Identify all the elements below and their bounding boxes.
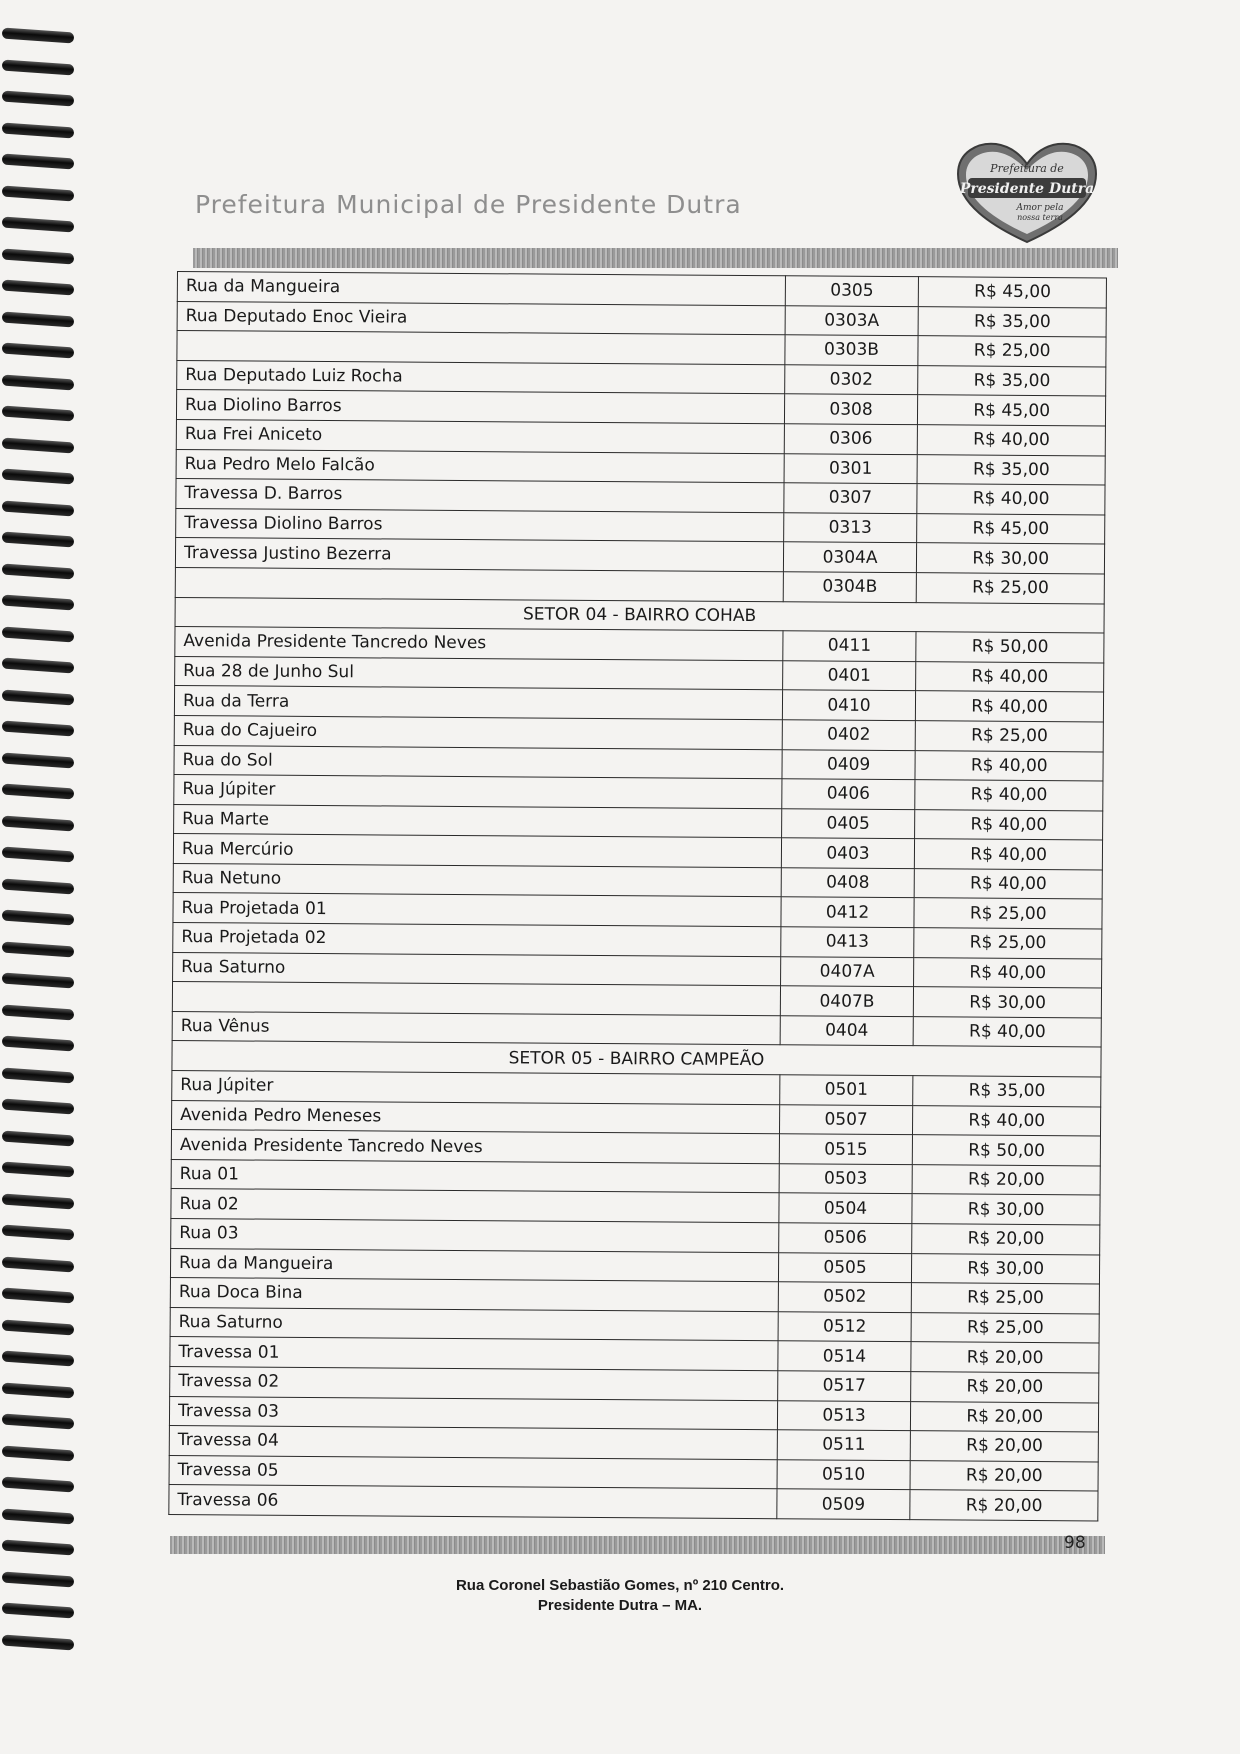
sector-code-cell: 0303A	[785, 305, 919, 336]
price-cell: R$ 25,00	[914, 898, 1102, 929]
street-name-cell: Avenida Presidente Tancredo Neves	[171, 1130, 779, 1164]
header-gray-band	[193, 248, 1118, 268]
street-name-cell: Rua da Mangueira	[177, 272, 785, 306]
spiral-binding	[0, 30, 80, 1670]
price-cell: R$ 45,00	[918, 395, 1106, 426]
street-name-cell: Rua Netuno	[173, 863, 781, 897]
binding-coil	[2, 1193, 75, 1209]
binding-coil	[2, 437, 75, 453]
price-cell: R$ 20,00	[912, 1164, 1100, 1195]
street-price-table-body	[169, 272, 1107, 1521]
price-cell: R$ 20,00	[910, 1490, 1098, 1521]
sector-code-cell: 0308	[784, 394, 918, 425]
sector-code-cell: 0410	[782, 690, 916, 721]
sector-code-cell: 0401	[782, 660, 916, 691]
price-cell: R$ 40,00	[916, 691, 1104, 722]
binding-coil	[2, 1540, 75, 1556]
street-name-cell: Travessa 02	[170, 1366, 778, 1400]
price-cell: R$ 20,00	[911, 1372, 1099, 1403]
street-name-cell: Rua Doca Bina	[170, 1278, 778, 1312]
table-row	[169, 1485, 1098, 1521]
price-cell: R$ 30,00	[912, 1253, 1100, 1284]
binding-coil	[2, 28, 75, 44]
binding-coil	[2, 689, 75, 705]
sector-code-cell: 0304B	[783, 572, 917, 603]
binding-coil	[2, 91, 75, 107]
binding-coil	[2, 1445, 75, 1461]
sector-code-cell: 0412	[781, 897, 915, 928]
price-cell: R$ 40,00	[915, 869, 1103, 900]
price-cell: R$ 40,00	[914, 957, 1102, 988]
sector-code-cell: 0514	[778, 1341, 912, 1372]
binding-coil	[2, 59, 75, 75]
logo-text-line3: Amor pela	[1016, 203, 1064, 213]
sector-header-label: SETOR 04 - BAIRRO COHAB	[175, 597, 1104, 633]
binding-coil	[2, 1477, 75, 1493]
binding-coil	[2, 500, 75, 516]
street-name-cell: Rua Diolino Barros	[176, 390, 784, 424]
street-name-cell: Travessa 05	[169, 1455, 777, 1489]
price-cell: R$ 25,00	[916, 721, 1104, 752]
logo-text-line4: nossa terra	[1017, 213, 1063, 222]
street-name-cell: Rua 28 de Junho Sul	[175, 656, 783, 690]
prefeitura-logo	[952, 138, 1102, 248]
binding-coil	[2, 154, 75, 170]
binding-coil	[2, 910, 75, 926]
sector-code-cell: 0406	[781, 779, 915, 810]
sector-code-cell: 0517	[777, 1371, 911, 1402]
binding-coil	[2, 1414, 75, 1430]
binding-coil	[2, 122, 75, 138]
page-header-title: Prefeitura Municipal de Presidente Dutra	[195, 190, 742, 219]
sector-code-cell: 0301	[784, 453, 918, 484]
sector-code-cell: 0504	[779, 1193, 913, 1224]
price-cell: R$ 20,00	[911, 1342, 1099, 1373]
street-name-cell: Travessa 03	[169, 1396, 777, 1430]
street-name-cell: Rua da Terra	[174, 686, 782, 720]
binding-coil	[2, 217, 75, 233]
binding-coil	[2, 343, 75, 359]
street-name-cell: Rua Pedro Melo Falcão	[176, 449, 784, 483]
logo-text-line2: Presidente Dutra	[959, 181, 1095, 197]
price-cell: R$ 35,00	[913, 1076, 1101, 1107]
street-name-cell	[177, 331, 785, 365]
price-cell: R$ 25,00	[911, 1312, 1099, 1343]
street-name-cell: Rua Deputado Luiz Rocha	[177, 360, 785, 394]
binding-coil	[2, 280, 75, 296]
logo-text-line1: Prefeitura de	[990, 162, 1064, 175]
street-name-cell: Rua 02	[171, 1189, 779, 1223]
price-cell: R$ 50,00	[913, 1135, 1101, 1166]
price-cell: R$ 20,00	[911, 1431, 1099, 1462]
sector-code-cell: 0407A	[780, 956, 914, 987]
binding-coil	[2, 1004, 75, 1020]
sector-code-cell: 0407B	[780, 986, 914, 1017]
street-name-cell: Rua da Mangueira	[170, 1248, 778, 1282]
sector-code-cell: 0507	[779, 1104, 913, 1135]
price-cell: R$ 30,00	[912, 1194, 1100, 1225]
street-name-cell: Rua Deputado Enoc Vieira	[177, 301, 785, 335]
street-name-cell: Travessa 04	[169, 1426, 777, 1460]
street-name-cell: Rua do Cajueiro	[174, 715, 782, 749]
street-name-cell: Rua Marte	[174, 804, 782, 838]
street-name-cell: Travessa 01	[170, 1337, 778, 1371]
page-number: 98	[1064, 1533, 1086, 1553]
price-cell: R$ 20,00	[912, 1224, 1100, 1255]
binding-coil	[2, 1036, 75, 1052]
sector-code-cell: 0304A	[783, 542, 917, 573]
street-name-cell: Rua Vênus	[172, 1011, 780, 1045]
binding-coil	[2, 1162, 75, 1178]
binding-coil	[2, 784, 75, 800]
price-cell: R$ 25,00	[918, 336, 1106, 367]
binding-coil	[2, 185, 75, 201]
price-cell: R$ 45,00	[917, 513, 1105, 544]
sector-code-cell: 0512	[778, 1312, 912, 1343]
price-cell: R$ 40,00	[915, 780, 1103, 811]
binding-coil	[2, 721, 75, 737]
street-name-cell: Rua Projetada 01	[173, 893, 781, 927]
price-cell: R$ 40,00	[918, 425, 1106, 456]
sector-code-cell: 0303B	[785, 335, 919, 366]
binding-coil	[2, 406, 75, 422]
sector-header-label: SETOR 05 - BAIRRO CAMPEÃO	[172, 1041, 1101, 1077]
binding-coil	[2, 626, 75, 642]
sector-code-cell: 0405	[781, 808, 915, 839]
street-name-cell: Rua 01	[171, 1159, 779, 1193]
binding-coil	[2, 1382, 75, 1398]
binding-coil	[2, 469, 75, 485]
price-cell: R$ 40,00	[914, 1017, 1102, 1048]
binding-coil	[2, 1067, 75, 1083]
binding-coil	[2, 1508, 75, 1524]
sector-code-cell: 0402	[782, 720, 916, 751]
binding-coil	[2, 374, 75, 390]
street-name-cell: Avenida Pedro Meneses	[172, 1100, 780, 1134]
binding-coil	[2, 1634, 75, 1650]
street-name-cell: Rua Júpiter	[174, 775, 782, 809]
street-name-cell: Rua Júpiter	[172, 1071, 780, 1105]
price-cell: R$ 25,00	[912, 1283, 1100, 1314]
sector-code-cell: 0515	[779, 1134, 913, 1165]
sector-code-cell: 0506	[778, 1223, 912, 1254]
price-cell: R$ 20,00	[911, 1401, 1099, 1432]
binding-coil	[2, 1351, 75, 1367]
binding-coil	[2, 1288, 75, 1304]
binding-coil	[2, 248, 75, 264]
price-cell: R$ 40,00	[917, 484, 1105, 515]
binding-coil	[2, 311, 75, 327]
sector-code-cell: 0509	[776, 1489, 910, 1520]
sector-code-cell: 0404	[780, 1016, 914, 1047]
street-name-cell: Rua Mercúrio	[173, 834, 781, 868]
binding-coil	[2, 1319, 75, 1335]
sector-code-cell: 0409	[782, 749, 916, 780]
price-cell: R$ 40,00	[915, 839, 1103, 870]
binding-coil	[2, 815, 75, 831]
sector-code-cell: 0511	[777, 1430, 911, 1461]
binding-coil	[2, 563, 75, 579]
footer-address: Rua Coronel Sebastião Gomes, nº 210 Centro.	[455, 1577, 785, 1594]
binding-coil	[2, 1130, 75, 1146]
binding-coil	[2, 973, 75, 989]
street-name-cell: Travessa 06	[169, 1485, 777, 1519]
street-name-cell: Rua Projetada 02	[173, 923, 781, 957]
binding-coil	[2, 752, 75, 768]
price-cell: R$ 30,00	[914, 987, 1102, 1018]
price-cell: R$ 35,00	[917, 454, 1105, 485]
sector-code-cell: 0306	[784, 424, 918, 455]
binding-coil	[2, 1225, 75, 1241]
street-name-cell: Travessa Diolino Barros	[176, 508, 784, 542]
sector-code-cell: 0313	[783, 512, 917, 543]
street-name-cell: Rua Saturno	[173, 952, 781, 986]
price-cell: R$ 25,00	[917, 573, 1105, 604]
price-cell: R$ 45,00	[919, 277, 1107, 308]
sector-code-cell: 0503	[779, 1164, 913, 1195]
price-cell: R$ 40,00	[915, 809, 1103, 840]
price-cell: R$ 40,00	[915, 750, 1103, 781]
street-name-cell: Rua 03	[171, 1218, 779, 1252]
price-cell: R$ 35,00	[918, 365, 1106, 396]
street-name-cell	[175, 567, 783, 601]
sector-code-cell: 0403	[781, 838, 915, 869]
binding-coil	[2, 878, 75, 894]
price-cell: R$ 25,00	[914, 928, 1102, 959]
street-name-cell: Avenida Presidente Tancredo Neves	[175, 627, 783, 661]
price-cell: R$ 40,00	[913, 1105, 1101, 1136]
binding-coil	[2, 847, 75, 863]
price-cell: R$ 40,00	[916, 661, 1104, 692]
price-cell: R$ 30,00	[917, 543, 1105, 574]
binding-coil	[2, 941, 75, 957]
street-name-cell: Rua do Sol	[174, 745, 782, 779]
footer-city: Presidente Dutra – MA.	[537, 1597, 703, 1614]
binding-coil	[2, 532, 75, 548]
street-price-table	[168, 271, 1107, 1521]
price-cell: R$ 20,00	[910, 1460, 1098, 1491]
binding-coil	[2, 1099, 75, 1115]
binding-coil	[2, 658, 75, 674]
sector-code-cell: 0302	[784, 365, 918, 396]
binding-coil	[2, 595, 75, 611]
street-name-cell: Travessa Justino Bezerra	[175, 538, 783, 572]
sector-code-cell: 0513	[777, 1400, 911, 1431]
sector-code-cell: 0411	[782, 631, 916, 662]
sector-code-cell: 0505	[778, 1252, 912, 1283]
sector-code-cell: 0413	[780, 927, 914, 958]
street-name-cell	[172, 982, 780, 1016]
sector-code-cell: 0510	[777, 1459, 911, 1490]
price-cell: R$ 50,00	[916, 632, 1104, 663]
sector-code-cell: 0307	[784, 483, 918, 514]
sector-code-cell: 0502	[778, 1282, 912, 1313]
street-name-cell: Rua Saturno	[170, 1307, 778, 1341]
street-name-cell: Rua Frei Aniceto	[176, 419, 784, 453]
binding-coil	[2, 1256, 75, 1272]
sector-code-cell: 0408	[781, 868, 915, 899]
sector-code-cell: 0501	[779, 1075, 913, 1106]
footer-gray-band	[170, 1536, 1105, 1554]
price-cell: R$ 35,00	[918, 306, 1106, 337]
street-name-cell: Travessa D. Barros	[176, 479, 784, 513]
sector-code-cell: 0305	[785, 276, 919, 307]
